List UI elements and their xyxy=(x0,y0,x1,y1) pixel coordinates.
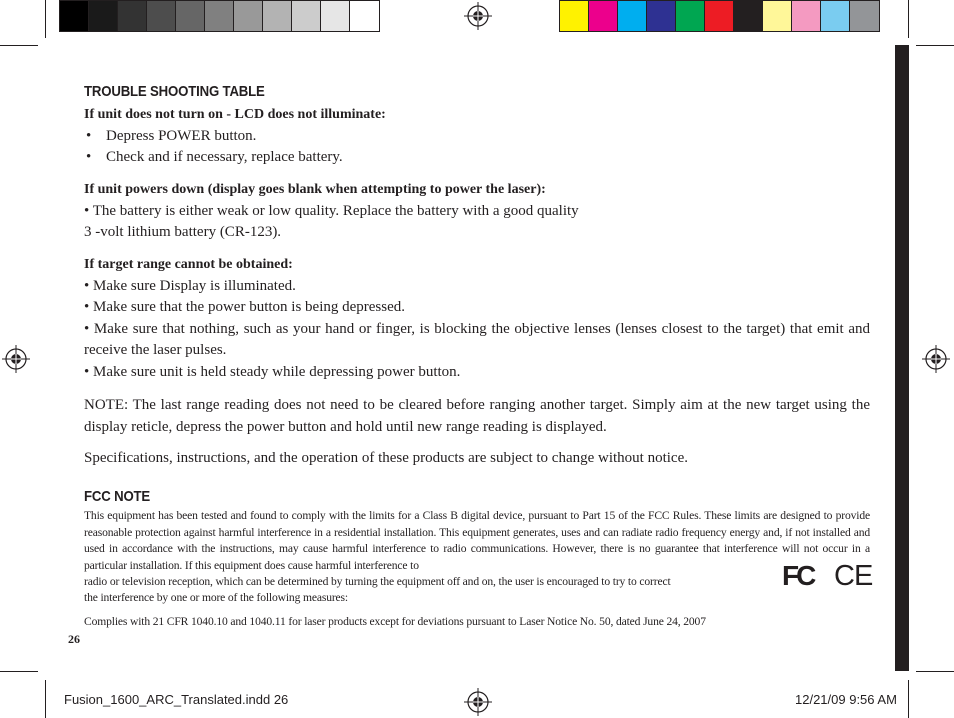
registration-mark-icon xyxy=(922,345,950,373)
troubleshooting-section-1 xyxy=(84,104,870,169)
color-swatch xyxy=(205,1,234,31)
color-swatch xyxy=(647,1,676,31)
page-edge-bar xyxy=(895,45,909,671)
compliance-statement: Complies with 21 CFR 1040.10 and 1040.11 for laser products except for deviations pursuant to Laser Notice No. 50, dated June 24, 2007 xyxy=(84,615,706,628)
troubleshooting-title: TROUBLE SHOOTING TABLE xyxy=(84,83,265,100)
color-swatch xyxy=(705,1,734,31)
color-swatch xyxy=(350,1,379,31)
color-swatch xyxy=(734,1,763,31)
color-swatch xyxy=(560,1,589,31)
crop-mark xyxy=(0,671,38,672)
color-swatch xyxy=(589,1,618,31)
list-item: • Check and if necessary, replace battery. xyxy=(86,149,343,165)
registration-mark-icon xyxy=(464,688,492,716)
crop-mark xyxy=(45,0,46,38)
color-swatch xyxy=(321,1,350,31)
crop-mark xyxy=(916,671,954,672)
list-item: • Make sure that nothing, such as your hand or finger, is blocking the objective lenses (lenses closest to the target) that emit and receive the laser pulses. xyxy=(84,320,870,358)
crop-mark xyxy=(0,45,38,46)
specs-notice: Specifications, instructions, and the operation of these products are subject to change without notice. xyxy=(84,450,688,466)
crop-mark xyxy=(45,680,46,718)
color-swatch xyxy=(292,1,321,31)
color-swatch xyxy=(676,1,705,31)
list-item: • Make sure that the power button is being depressed. xyxy=(84,299,406,315)
troubleshooting-section-3 xyxy=(84,254,870,383)
process-color-bar xyxy=(559,0,880,32)
color-swatch xyxy=(234,1,263,31)
fcc-paragraph-line: the interference by one or more of the following measures: xyxy=(84,591,348,604)
troubleshooting-section-2 xyxy=(84,179,870,244)
color-swatch xyxy=(792,1,821,31)
color-swatch xyxy=(176,1,205,31)
color-swatch xyxy=(763,1,792,31)
note-paragraph: NOTE: The last range reading does not need to be cleared before ranging another target. Simply aim at the new target using the display reticle, depress the power button and hold until new range reading is displayed. xyxy=(84,397,870,435)
ce-logo-icon: CE xyxy=(834,560,873,592)
list-item: • Make sure unit is held steady while depressing power button. xyxy=(84,363,461,380)
color-swatch xyxy=(118,1,147,31)
fcc-title: FCC NOTE xyxy=(84,488,151,505)
crop-mark xyxy=(908,0,909,38)
page-number: 26 xyxy=(68,632,80,646)
list-item: • Make sure Display is illuminated. xyxy=(84,277,296,294)
list-item: • Depress POWER button. xyxy=(86,127,257,144)
section-heading: If target range cannot be obtained: xyxy=(84,257,293,272)
fcc-paragraph-line: radio or television reception, which can be determined by turning the equipment off and on, the user is encouraged to try to correct xyxy=(84,575,671,588)
crop-mark xyxy=(916,45,954,46)
section-heading: If unit powers down (display goes blank when attempting to power the laser): xyxy=(84,182,546,197)
color-swatch xyxy=(850,1,879,31)
color-swatch xyxy=(821,1,850,31)
color-swatch xyxy=(618,1,647,31)
paragraph-line: 3 -volt lithium battery (CR-123). xyxy=(84,224,282,240)
color-swatch xyxy=(89,1,118,31)
section-heading: If unit does not turn on - LCD does not illuminate: xyxy=(84,107,386,122)
paragraph-line: • The battery is either weak or low quality. Replace the battery with a good quality xyxy=(84,202,579,219)
footer-timestamp: 12/21/09 9:56 AM xyxy=(795,692,897,707)
color-swatch xyxy=(60,1,89,31)
footer-filename: Fusion_1600_ARC_Translated.indd 26 xyxy=(64,692,289,707)
fcc-paragraph: This equipment has been tested and found to comply with the limits for a Class B digital device, pursuant to Part 15 of the FCC Rules. These limits are designed to provide reasonable protection against harmful interference in a residential installation. This equipment generates, uses and can radiate radio frequency energy and, if not installed and used in accordance with the instructions, may cause harmful interference to radio communications. However, there is no guarantee that interference will not occur in a particular installation. If this equipment does cause harmful interference to xyxy=(84,509,870,572)
fcc-logo-icon: FC xyxy=(782,560,814,591)
color-swatch xyxy=(263,1,292,31)
color-swatch xyxy=(147,1,176,31)
grayscale-color-bar xyxy=(59,0,380,32)
registration-mark-icon xyxy=(2,345,30,373)
crop-mark xyxy=(908,680,909,718)
registration-mark-icon xyxy=(464,2,492,30)
